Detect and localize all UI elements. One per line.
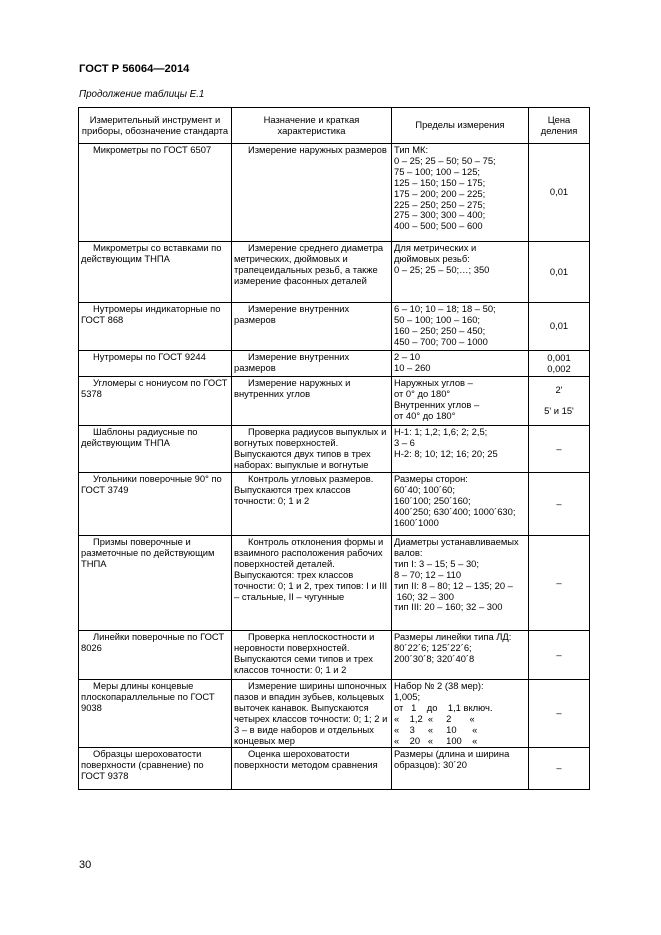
table-continuation-caption: Продолжение таблицы Е.1 [79, 89, 205, 100]
limits-line: 200´30´8; 320´40´8 [394, 652, 475, 664]
limits-line: от 1 до 1,1 включ. [394, 701, 493, 713]
limits-line: 75 – 100; 100 – 125; [394, 165, 481, 177]
instrument-cell: Нутромеры по ГОСТ 9244 [79, 351, 232, 377]
limits-line: 10 – 260 [394, 361, 431, 373]
limits-line: Н-2: 8; 10; 12; 16; 20; 25 [394, 447, 498, 459]
limits-line: « 3 « 10 « [394, 723, 478, 735]
purpose-cell: Измерение ширины шпоночных пазов и впадин зубьев, кольцевых выточек канавок. Выпускаются четырех классов точности: 0; 1; 2 и 3 – в виде наборов и отдельных концевых мер [232, 680, 392, 748]
table-row [79, 748, 590, 790]
division-cell [529, 631, 590, 680]
instrument-cell: Меры длины концевые плоскопараллельные по ГОСТ 9038 [79, 680, 232, 748]
limits-line: Н-1: 1; 1,2; 1,6; 2; 2,5; [394, 426, 488, 437]
limits-cell [392, 144, 529, 242]
division-value: 0,001 [547, 351, 571, 363]
limits-cell [392, 748, 529, 790]
limits-cell [392, 473, 529, 536]
purpose-cell: Контроль угловых размеров. Выпускаются трех классов точности: 0; 1 и 2 [232, 473, 392, 536]
header-instrument: Измерительный инструмент и приборы, обозначение стандарта [79, 108, 232, 144]
limits-line: 400´250; 630´400; 1000´630; [394, 505, 516, 517]
division-cell [529, 680, 590, 748]
limits-cell [392, 631, 529, 680]
document-code: ГОСТ Р 56064—2014 [79, 63, 190, 75]
limits-line: 175 – 200; 200 – 225; [394, 187, 486, 199]
purpose-cell: Измерение внутренних размеров [232, 303, 392, 351]
division-value: – [556, 648, 562, 660]
table-row [79, 680, 590, 748]
limits-line: 1600´1000 [394, 516, 439, 528]
limits-line: 160´100; 250´160; [394, 494, 471, 506]
limits-line: тип I: 3 – 15; 5 – 30; [394, 557, 479, 569]
division-value: – [556, 707, 562, 719]
table-row [79, 144, 590, 242]
limits-line: тип II: 8 – 80; 12 – 135; 20 – [394, 579, 513, 591]
limits-line: Размеры (длина и ширина [394, 748, 510, 760]
header-purpose: Назначение и краткая характеристика [232, 108, 392, 144]
division-value: 2' [555, 384, 563, 396]
limits-line: образцов): 30´20 [394, 759, 467, 771]
limits-cell [392, 680, 529, 748]
division-cell [529, 377, 590, 426]
limits-line: Тип МК: [394, 144, 429, 155]
division-value: – [556, 497, 562, 509]
division-value: 5' и 15' [544, 405, 574, 416]
instrument-cell: Нутромеры индикаторные по ГОСТ 868 [79, 303, 232, 351]
division-cell [529, 144, 590, 242]
limits-line: Размеры линейки типа ЛД: [394, 631, 512, 642]
purpose-cell: Измерение наружных и внутренних углов [232, 377, 392, 426]
limits-line: Наружных углов – [394, 377, 473, 388]
limits-line: 160; 32 – 300 [394, 590, 454, 602]
division-cell [529, 536, 590, 631]
instrument-cell: Микрометры со вставками по действующим ТНПА [79, 242, 232, 303]
limits-line: 450 – 700; 700 – 1000 [394, 335, 488, 347]
division-value: – [556, 762, 562, 774]
table-row [79, 377, 590, 426]
limits-line: 275 – 300; 300 – 400; [394, 209, 486, 221]
limits-cell [392, 426, 529, 473]
limits-line: Диаметры устанавливаемых [394, 536, 519, 547]
limits-line: от 0° до 180° [394, 387, 451, 399]
division-value: 0,01 [549, 265, 569, 277]
purpose-cell: Проверка неплоскостности и неровности поверхностей. Выпускаются семи типов и трех классов точности: 0; 1 и 2 [232, 631, 392, 680]
limits-cell [392, 303, 529, 351]
table-row [79, 536, 590, 631]
table-row [79, 426, 590, 473]
measuring-instruments-table [78, 107, 590, 790]
instrument-cell: Шаблоны радиусные по действующим ТНПА [79, 426, 232, 473]
limits-line: 400 – 500; 500 – 600 [394, 220, 483, 232]
division-cell [529, 748, 590, 790]
limits-line: 125 – 150; 150 – 175; [394, 176, 486, 188]
limits-line: 8 – 70; 12 – 110 [394, 568, 462, 580]
page-number: 30 [79, 859, 92, 871]
table-row [79, 351, 590, 377]
limits-line: 160 – 250; 250 – 450; [394, 324, 486, 336]
limits-line: 2 – 10 [394, 351, 421, 362]
limits-line: от 40° до 180° [394, 409, 456, 421]
table-row [79, 473, 590, 536]
limits-line: Внутренних углов – [394, 398, 480, 410]
purpose-cell: Проверка радиусов выпуклых и вогнутых поверхностей. Выпускаются двух типов в трех наборах: выпуклые и вогнутые [232, 426, 392, 473]
limits-line: 225 – 250; 250 – 275; [394, 198, 486, 210]
limits-line: 60´40; 100´60; [394, 483, 455, 495]
limits-line: валов: [394, 546, 423, 558]
instrument-cell: Микрометры по ГОСТ 6507 [79, 144, 232, 242]
purpose-cell: Измерение внутренних размеров [232, 351, 392, 377]
division-cell [529, 426, 590, 473]
table-row [79, 242, 590, 303]
limits-line: 80´22´6; 125´22´6; [394, 641, 472, 653]
division-cell [529, 351, 590, 377]
instrument-cell: Призмы поверочные и разметочные по действующим ТНПА [79, 536, 232, 631]
limits-line: 1,005; [394, 690, 421, 702]
limits-line: 6 – 10; 10 – 18; 18 – 50; [394, 303, 496, 314]
instrument-cell: Линейки поверочные по ГОСТ 8026 [79, 631, 232, 680]
header-division: Цена деления [529, 108, 590, 144]
instrument-cell: Угольники поверочные 90° по ГОСТ 3749 [79, 473, 232, 536]
instrument-cell: Образцы шероховатости поверхности (сравнение) по ГОСТ 9378 [79, 748, 232, 790]
division-value: – [556, 576, 562, 588]
limits-line: тип III: 20 – 160; 32 – 300 [394, 601, 503, 613]
limits-cell [392, 242, 529, 303]
purpose-cell: Оценка шероховатости поверхности методом сравнения [232, 748, 392, 790]
limits-line: « 20 « 100 « [394, 734, 478, 746]
table-row [79, 631, 590, 680]
limits-line: Для метрических и [394, 242, 477, 253]
table-header-row [79, 108, 590, 144]
limits-line: 0 – 25; 25 – 50; 50 – 75; [394, 154, 496, 166]
division-value: 0,002 [547, 362, 571, 374]
instrument-cell: Угломеры с нониусом по ГОСТ 5378 [79, 377, 232, 426]
limits-line: 50 – 100; 100 – 160; [394, 313, 481, 325]
division-cell [529, 242, 590, 303]
division-cell [529, 303, 590, 351]
header-limits: Пределы измерения [392, 108, 529, 144]
purpose-cell: Контроль отклонения формы и взаимного расположения рабочих поверхностей деталей. Выпускаются: трех классов точности: 0; 1 и 2, трех типов: I и III – стальные, II – чугунные [232, 536, 392, 631]
purpose-cell: Измерение среднего диаметра метрических, дюймовых и трапецеидальных резьб, а также измерение фасонных деталей [232, 242, 392, 303]
limits-line: Набор № 2 (38 мер): [394, 680, 484, 691]
purpose-cell: Измерение наружных размеров [232, 144, 392, 242]
limits-line: Размеры сторон: [394, 473, 468, 484]
division-cell [529, 473, 590, 536]
limits-cell [392, 536, 529, 631]
limits-cell [392, 377, 529, 426]
limits-cell [392, 351, 529, 377]
division-value: – [556, 442, 562, 454]
limits-line: 0 – 25; 25 – 50;…; 350 [394, 263, 490, 275]
division-value: 0,01 [549, 320, 569, 332]
division-value: 0,01 [549, 186, 569, 198]
limits-line: дюймовых резьб: [394, 252, 470, 264]
limits-line: 3 – 6 [394, 436, 415, 448]
limits-line: « 1,2 « 2 « [394, 712, 475, 724]
table-row [79, 303, 590, 351]
